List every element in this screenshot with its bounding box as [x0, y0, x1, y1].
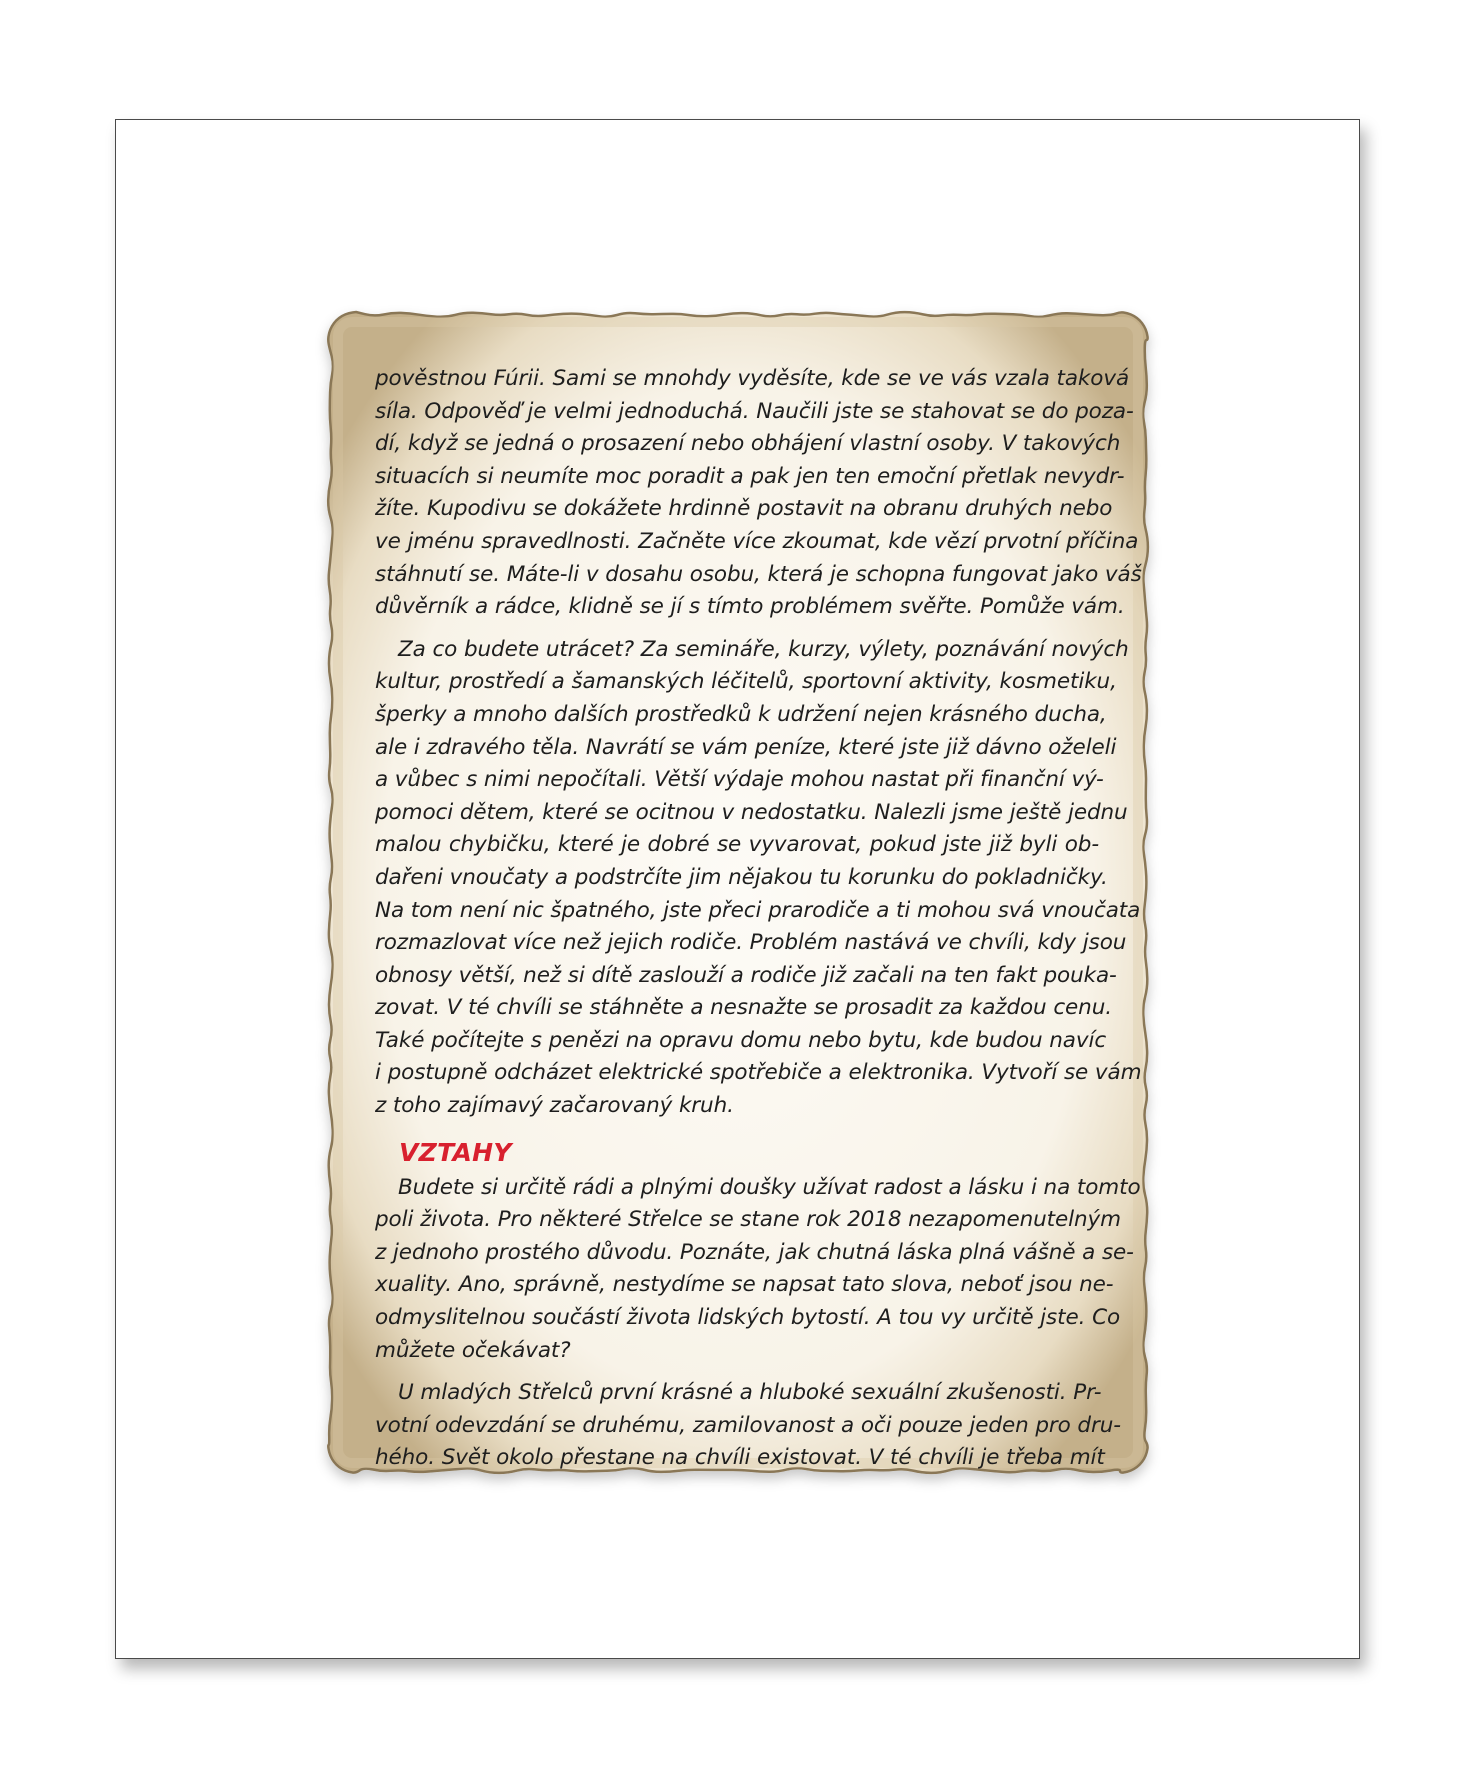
- paragraph-3: [375, 1172, 1141, 1368]
- text-line: pověstnou Fúrii. Sami se mnohdy vyděsíte, kde se ve vás vzala taková: [375, 366, 1130, 391]
- paragraph-2: [375, 634, 1142, 1123]
- text-line: síla. Odpověď je velmi jednoduchá. Naučili jste se stahovat se do poza-: [375, 398, 1134, 424]
- text-line: rozmazlovat více než jejich rodiče. Problém nastává ve chvíli, kdy jsou: [375, 930, 1127, 956]
- text-line: šperky a mnoho dalších prostředků k udržení nejen krásného ducha,: [375, 701, 1107, 727]
- text-line: odmyslitelnou součástí života lidských bytostí. A tou vy určitě jste. Co: [375, 1305, 1121, 1331]
- text-line: ale i zdravého těla. Navrátí se vám peníze, které jste již dávno oželeli: [375, 734, 1117, 760]
- text-line: žíte. Kupodivu se dokážete hrdinně postavit na obranu druhých nebo: [375, 496, 1113, 522]
- section-heading-vztahy: VZTAHY: [399, 1137, 512, 1167]
- text-line: votní odevzdání se druhému, zamilovanost a oči pouze jeden pro dru-: [375, 1412, 1121, 1438]
- text-line: Budete si určitě rádi a plnými doušky užívat radost a lásku i na tomto: [398, 1174, 1141, 1200]
- text-line: dařeni vnoučaty a podstrčíte jim nějakou tu korunku do pokladničky.: [375, 864, 1108, 890]
- text-line: U mladých Střelců první krásné a hluboké sexuální zkušenosti. Pr-: [398, 1380, 1102, 1406]
- text-line: důvěrník a rádce, klidně se jí s tímto problémem svěřte. Pomůže vám.: [375, 594, 1125, 620]
- text-line: můžete očekávat?: [375, 1337, 571, 1363]
- text-line: Na tom není nic špatného, jste přeci prarodiče a ti mohou svá vnoučata: [375, 897, 1141, 923]
- aged-paper-card: [316, 300, 1160, 1485]
- text-line: stáhnutí se. Máte-li v dosahu osobu, která je schopna fungovat jako váš: [375, 561, 1142, 587]
- text-line: hého. Svět okolo přestane na chvíli existovat. V té chvíli je třeba mít: [375, 1445, 1105, 1471]
- text-line: a vůbec s nimi nepočítali. Větší výdaje mohou nastat při finanční vý-: [375, 767, 1104, 793]
- text-line: Také počítejte s penězi na opravu domu nebo bytu, kde budou navíc: [375, 1027, 1107, 1053]
- text-line: z toho zajímavý začarovaný kruh.: [375, 1093, 734, 1119]
- text-line: poli života. Pro některé Střelce se stane rok 2018 nezapomenutelným: [375, 1207, 1122, 1233]
- text-line: ve jménu spravedlnosti. Začněte více zkoumat, kde vězí prvotní příčina: [375, 528, 1139, 554]
- text-line: Za co budete utrácet? Za semináře, kurzy, výlety, poznávání nových: [398, 636, 1129, 662]
- text-line: kultur, prostředí a šamanských léčitelů, sportovní aktivity, kosmetiku,: [375, 669, 1117, 695]
- text-line: situacích si neumíte moc poradit a pak jen ten emoční přetlak nevydr-: [375, 463, 1125, 489]
- text-line: dí, když se jedná o prosazení nebo obhájení vlastní osoby. V takových: [375, 431, 1121, 457]
- text-line: malou chybičku, které je dobré se vyvarovat, pokud jste již byli ob-: [375, 832, 1099, 858]
- text-line: pomoci dětem, které se ocitnou v nedostatku. Nalezli jsme ještě jednu: [375, 799, 1128, 825]
- paragraph-4: [375, 1377, 1121, 1475]
- paragraph-1: [375, 363, 1142, 624]
- text-line: obnosy větší, než si dítě zaslouží a rodiče již začali na ten fakt pouka-: [375, 962, 1117, 988]
- text-line: i postupně odcházet elektrické spotřebiče a elektronika. Vytvoří se vám: [375, 1060, 1142, 1086]
- text-line: z jednoho prostého důvodu. Poznáte, jak chutná láska plná vášně a se-: [375, 1239, 1134, 1265]
- text-line: zovat. V té chvíli se stáhněte a nesnažte se prosadit za každou cenu.: [375, 995, 1112, 1021]
- text-block: [375, 363, 1142, 1485]
- text-line: xuality. Ano, správně, nestydíme se napsat tato slova, neboť jsou ne-: [375, 1272, 1114, 1298]
